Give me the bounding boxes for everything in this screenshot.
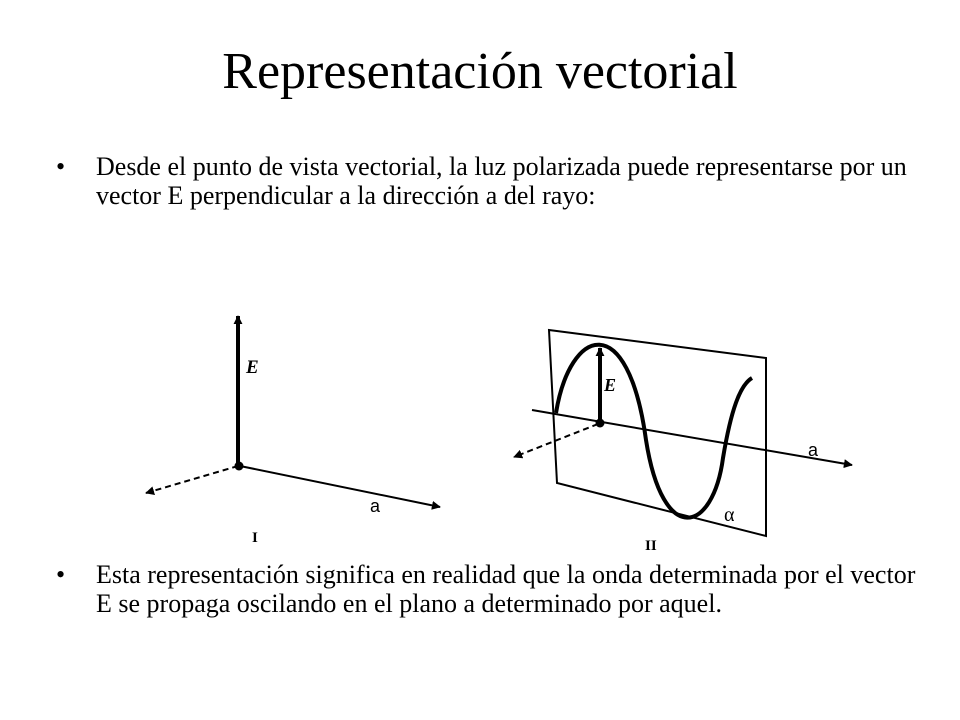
panel-1 [146, 316, 440, 546]
ray-backward-dashed [146, 466, 238, 493]
bullet-dot: • [56, 560, 66, 589]
vector-e-label: E [604, 375, 617, 395]
origin-point [235, 462, 244, 471]
ray-a-arrow [532, 410, 852, 465]
vector-e-label: E [246, 357, 259, 378]
panel-2 [514, 330, 852, 554]
bullet-dot: • [56, 152, 66, 181]
slide-title: Representación vectorial [222, 43, 738, 100]
ray-a-label: a [808, 440, 819, 460]
bullet-item-2 [56, 560, 916, 618]
ray-a-arrow [240, 466, 440, 507]
ray-a-label: a [370, 496, 381, 516]
origin-point [596, 419, 605, 428]
bullet-text-2: Esta representación significa en realidad que la onda determinada por el vector E se propaga oscilando en el plano a determinado por aquel. [96, 560, 916, 618]
bullet-text-1: Desde el punto de vista vectorial, la luz polarizada puede representarse por un vector E perpendicular a la dirección a del rayo: [96, 152, 907, 210]
panel-1-caption: I [252, 530, 258, 546]
panel-2-caption: II [645, 538, 657, 554]
plane-alpha-label: α [724, 504, 735, 526]
